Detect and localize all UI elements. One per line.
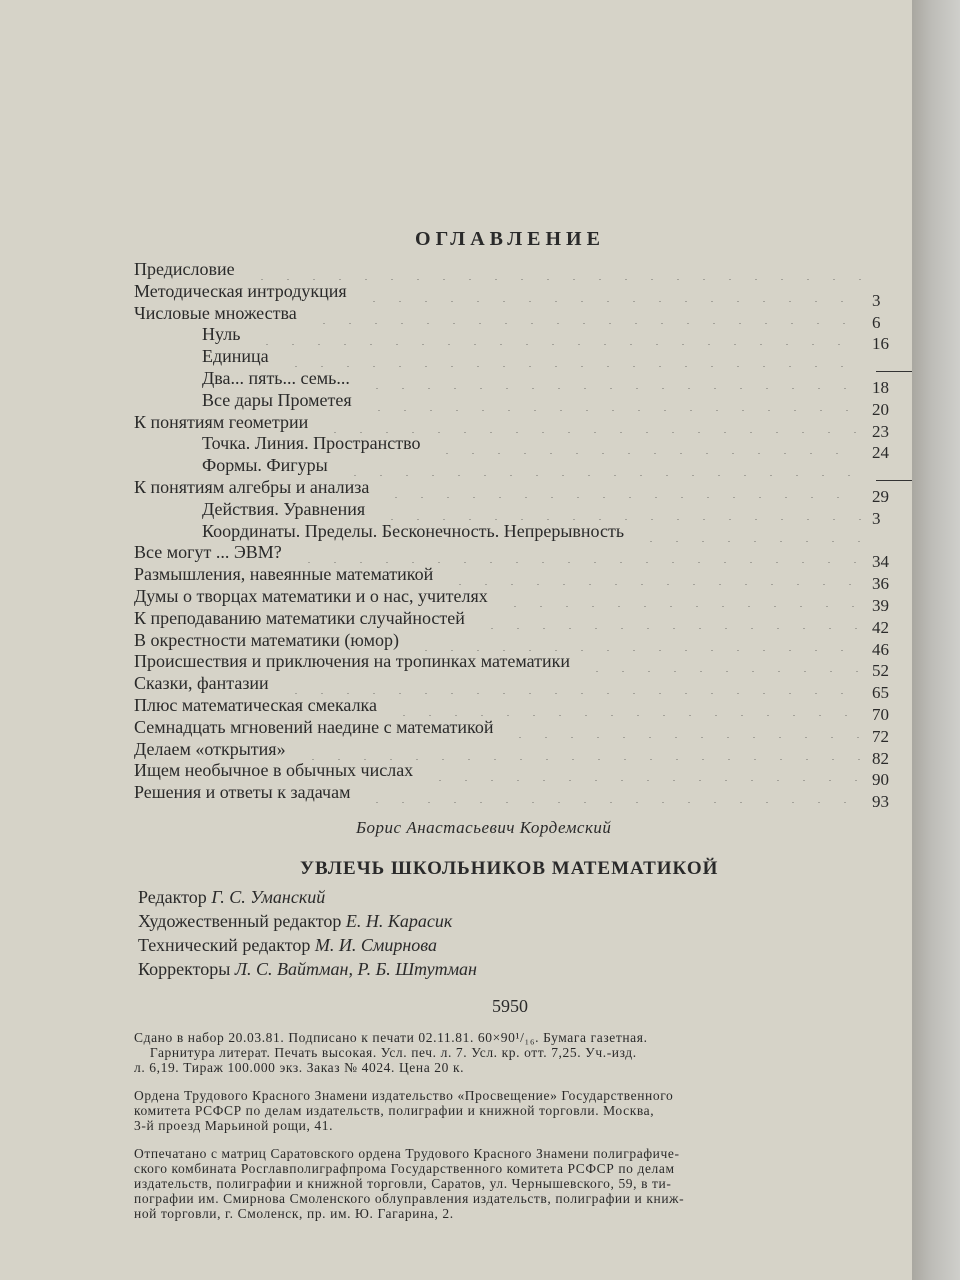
credit-person: Г. С. Уманский bbox=[211, 887, 326, 907]
toc-page-number: 18 bbox=[872, 378, 889, 397]
toc-dot-leader bbox=[364, 783, 862, 803]
toc-dot-leader bbox=[434, 434, 862, 454]
order-number: 5950 bbox=[492, 996, 528, 1016]
toc-entry bbox=[134, 280, 347, 302]
credit-person: М. И. Смирнова bbox=[314, 935, 437, 955]
book-title: УВЛЕЧЬ ШКОЛЬНИКОВ МАТЕМАТИКОЙ bbox=[300, 858, 719, 879]
toc-entry-text: Два... пять... семь... bbox=[202, 368, 350, 388]
toc-page-number: 39 bbox=[872, 596, 889, 615]
toc-dot-leader bbox=[283, 674, 862, 694]
toc-entry bbox=[134, 738, 286, 760]
toc-page-number: 29 bbox=[872, 487, 889, 506]
toc-entry bbox=[134, 694, 377, 716]
toc-entry bbox=[202, 454, 328, 476]
toc-dot-leader bbox=[391, 696, 862, 716]
credit-line bbox=[138, 958, 477, 980]
toc-entry-text: Все могут ... ЭВМ? bbox=[134, 542, 282, 563]
toc-dot-leader bbox=[322, 413, 862, 433]
toc-entry-text: К преподаванию математики случайностей bbox=[134, 607, 465, 628]
imprint-printer: Отпечатано с матриц Саратовского ордена Трудового Красного Знамени полиграфиче- ского комбината Росглавполиграфпрома Государственного комитета РСФСР по делам издательств, полиграфии и книжной торговли, Саратов, ул. Чернышевского, 59, в ти- пографии им. Смирнова Смоленского облуправления издательств, полиграфии и книж- ной торговли, г. Смоленск, пр. им. Ю. Гагарина, 2. bbox=[134, 1146, 685, 1221]
toc-page-number: 34 bbox=[872, 552, 889, 572]
toc-page-number: 6 bbox=[872, 312, 881, 332]
toc-entry bbox=[134, 302, 297, 324]
toc-entry-text: Нуль bbox=[202, 324, 241, 345]
toc-entry-text: Числовые множества bbox=[134, 302, 297, 323]
credit-person: Л. С. Вайтман, Р. Б. Штутман bbox=[234, 959, 477, 979]
toc-entry-text: Делаем «открытия» bbox=[134, 738, 286, 759]
toc-entry bbox=[134, 541, 282, 563]
toc-dot-leader bbox=[342, 456, 862, 476]
imprint-publisher: Ордена Трудового Красного Знамени издательство «Просвещение» Государственного комитета РСФСР по делам издательств, полиграфии и книжной торговли. Москва, 3-й проезд Марьиной рощи, 41. bbox=[134, 1088, 674, 1133]
toc-page-number: 42 bbox=[872, 617, 889, 637]
credit-line bbox=[138, 934, 437, 956]
toc-entry bbox=[134, 476, 369, 498]
toc-entry-text: Плюс математическая смекалка bbox=[134, 695, 378, 715]
toc-entry-text: Предисловие bbox=[134, 259, 235, 279]
toc-entry bbox=[134, 716, 493, 738]
toc-entry bbox=[134, 759, 413, 781]
toc-divider-rule bbox=[876, 371, 916, 372]
toc-page-number: 52 bbox=[872, 661, 889, 681]
toc-dot-leader bbox=[383, 478, 862, 498]
toc-dot-leader bbox=[638, 522, 862, 542]
toc-entry-text: Происшествия и приключения на тропинках математики bbox=[134, 651, 571, 672]
toc-page-number: 24 bbox=[872, 443, 889, 463]
toc-entry-text: Действия. Уравнения bbox=[202, 498, 366, 519]
toc-page-number: 82 bbox=[872, 748, 889, 768]
toc-dot-leader bbox=[379, 500, 862, 520]
toc-entry bbox=[134, 258, 235, 280]
toc-dot-leader bbox=[502, 587, 862, 607]
toc-dot-leader bbox=[300, 740, 862, 760]
toc-dot-leader bbox=[366, 391, 862, 411]
toc-entry-text: Методическая интродукция bbox=[134, 280, 347, 301]
credit-role: Редактор bbox=[138, 887, 207, 907]
toc-entry-text: Семнадцать мгновений наедине с математикой bbox=[134, 716, 494, 737]
toc-dot-leader bbox=[479, 609, 862, 629]
toc-page-number: 36 bbox=[872, 574, 889, 594]
toc-entry-text: К понятиям геометрии bbox=[134, 411, 309, 432]
toc-dot-leader bbox=[364, 369, 862, 389]
toc-dot-leader bbox=[254, 325, 862, 345]
toc-entry-text: Ищем необычное в обычных числах bbox=[134, 760, 414, 781]
toc-page-number: 65 bbox=[872, 683, 889, 703]
toc-entry bbox=[134, 650, 570, 672]
credit-person: Е. Н. Карасик bbox=[345, 911, 453, 931]
toc-dot-leader bbox=[427, 761, 862, 781]
credit-line bbox=[138, 910, 452, 932]
credit-role: Корректоры bbox=[138, 959, 231, 979]
toc-dot-leader bbox=[413, 631, 862, 651]
toc-dot-leader bbox=[361, 282, 862, 302]
toc-entry-text: Думы о творцах математики и о нас, учителях bbox=[134, 586, 488, 606]
toc-entry bbox=[202, 367, 350, 389]
toc-page-number: 3 bbox=[872, 290, 881, 310]
toc-page-number: 46 bbox=[872, 639, 889, 659]
toc-page-number: 72 bbox=[872, 726, 889, 746]
toc-entry-text: Сказки, фантазии bbox=[134, 673, 269, 694]
credit-role: Технический редактор bbox=[138, 935, 311, 955]
page-edge-shadow bbox=[912, 0, 960, 1280]
toc-entry bbox=[134, 781, 350, 803]
toc-page-number: 16 bbox=[872, 334, 889, 354]
toc-entry-text: К понятиям алгебры и анализа bbox=[134, 477, 370, 497]
toc-page-number: 90 bbox=[872, 770, 889, 790]
toc-dot-leader bbox=[311, 304, 862, 324]
toc-entry bbox=[202, 345, 269, 367]
credit-role: Художественный редактор bbox=[138, 911, 342, 931]
toc-entry bbox=[202, 520, 624, 542]
toc-entry bbox=[202, 389, 352, 411]
toc-entry bbox=[134, 672, 269, 694]
toc-entry-text: Единица bbox=[202, 346, 269, 367]
toc-entry bbox=[202, 323, 240, 345]
credit-line bbox=[138, 886, 325, 908]
toc-dot-leader bbox=[296, 543, 862, 563]
toc-dot-leader bbox=[283, 347, 862, 367]
toc-entry-text: Координаты. Пределы. Бесконечность. Непрерывность bbox=[202, 520, 625, 541]
toc-entry bbox=[134, 629, 399, 651]
imprint-print-details: Сдано в набор 20.03.81. Подписано к печати 02.11.81. 60×90¹/₁₆. Бумага газетная. Гарнитура литерат. Печать высокая. Усл. печ. л. 7. Усл. кр. отт. 7,25. Уч.-изд. л. 6,19. Тираж 100.000 экз. Заказ № 4024. Цена 20 к. bbox=[134, 1030, 648, 1075]
toc-divider-rule bbox=[876, 480, 916, 481]
toc-page-number: 93 bbox=[872, 792, 889, 812]
toc-dot-leader bbox=[249, 260, 862, 280]
toc-entry-text: Решения и ответы к задачам bbox=[134, 782, 351, 803]
toc-page-number: 20 bbox=[872, 399, 889, 419]
author-name: Борис Анастасьевич Кордемский bbox=[356, 818, 612, 837]
toc-entry bbox=[202, 498, 365, 520]
toc-entry bbox=[134, 563, 433, 585]
toc-title: ОГЛАВЛЕНИЕ bbox=[415, 228, 605, 250]
toc-entry bbox=[134, 585, 488, 607]
toc-dot-leader bbox=[507, 718, 862, 738]
toc-entry-text: В окрестности математики (юмор) bbox=[134, 629, 400, 650]
toc-page-number: 70 bbox=[872, 705, 889, 724]
toc-entry-text: Все дары Прометея bbox=[202, 389, 352, 410]
toc-dot-leader bbox=[447, 565, 862, 585]
toc-entry-text: Размышления, навеянные математикой bbox=[134, 564, 434, 585]
toc-dot-leader bbox=[584, 652, 862, 672]
toc-entry-text: Формы. Фигуры bbox=[202, 455, 328, 476]
toc-page-number: 23 bbox=[872, 421, 889, 441]
toc-entry bbox=[134, 607, 465, 629]
toc-entry bbox=[134, 411, 308, 433]
toc-page-number: 3 bbox=[872, 508, 881, 528]
toc-entry bbox=[202, 432, 420, 454]
toc-entry-text: Точка. Линия. Пространство bbox=[202, 433, 421, 454]
